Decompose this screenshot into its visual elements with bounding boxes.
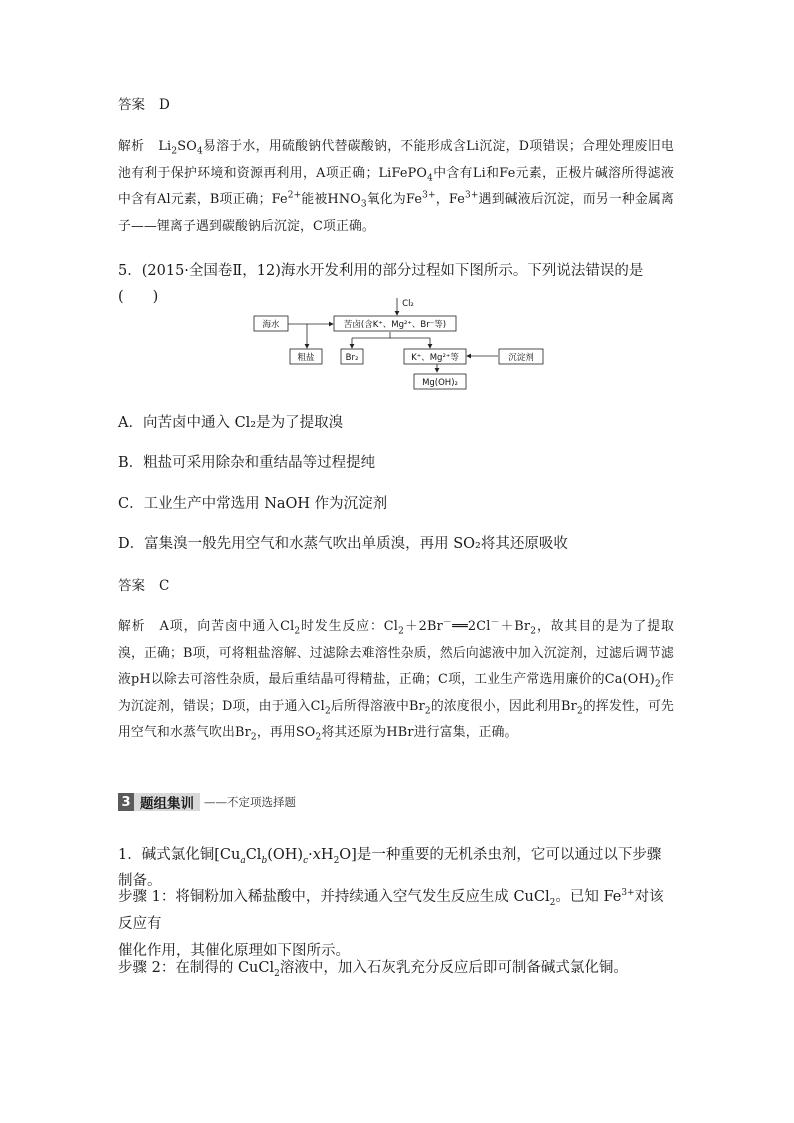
br2-box: Br₂: [345, 353, 359, 363]
section-subtitle: ——不定项选择题: [204, 795, 296, 809]
answer-label: 答案: [118, 97, 145, 113]
option-b: B．粗盐可采用除杂和重结晶等过程提纯: [118, 455, 376, 471]
analysis-paragraph-2: 解析 A项，向苦卤中通入$Cl_2$时发生反应：$Cl_2+2Br^-══2Cl^-+Br_2$，故其目的是为了提取溴，正确；B项，可将粗盐溶解、过滤除去难溶性杂质，然后向滤液中加入沉淀剂，过滤后调节滤液pH以除去可溶性杂质，最后重结晶可得精盐，正确；C项，工业生产常选用廉价的$Ca(OH)_2$作为沉淀剂，错误；D项，由于通入$Cl_2$后所得溶液中$Br_2$的浓度很小，因此利用$Br_2$的挥发性，可先用空气和水蒸气吹出$Br_2$，再用$SO_2$将其还原为HBr进行富集，正确。: [118, 617, 675, 743]
question-1-step-2: 步骤 2：在制得的 CuCl$_2$溶液中，加入石灰乳充分反应后即可制备碱式氯化铜。: [118, 960, 628, 979]
seawater-box: 海水: [262, 320, 280, 330]
crude-salt-box: 粗盐: [297, 353, 315, 363]
option-d: D．富集溴一般先用空气和水蒸气吹出单质溴，再用 SO₂将其还原吸收: [118, 536, 568, 552]
analysis-paragraph-1: 解析 $Li_2SO_4$易溶于水，用硫酸钠代替碳酸钠，不能形成含Li沉淀，D项错误；合理处理废旧电池有利于保护环境和资源再利用，A项正确；LiFePO$_4$中含有Li和Fe元素，正极片碱溶所得滤液中含有Al元素，B项正确；$Fe^{2+}$能被$HNO_3$氧化为$Fe^{3+}$，$Fe^{3+}$遇到碱液后沉淀，而另一种金属离子——锂离子遇到碳酸钠后沉淀，C项正确。: [118, 139, 675, 234]
question-1-stem: 1．碱式氯化铜$[Cu_aCl_b(OH)_c\cdot xH_2O]$是一种重要的无机杀虫剂，它可以通过以下步骤制备。: [118, 847, 662, 889]
section-number: 3: [118, 793, 134, 811]
option-c: C．工业生产中常选用 NaOH 作为沉淀剂: [118, 496, 388, 512]
question-number: 5．: [118, 263, 142, 279]
precipitant-box: 沉淀剂: [508, 353, 534, 363]
mgoh2-box: Mg(OH)₂: [422, 378, 458, 388]
question-source: (2015·全国卷Ⅱ，12): [141, 263, 281, 279]
option-a: A．向苦卤中通入 Cl₂是为了提取溴: [118, 415, 344, 431]
analysis-label: 解析: [118, 619, 146, 634]
question-1-step-1: 步骤 1：将铜粉加入稀盐酸中，并持续通入空气发生反应生成 CuCl$_2$。已知 $Fe^{3+}$对该反应有 催化作用，其催化原理如下图所示。: [118, 888, 664, 959]
answer-label: 答案: [118, 578, 145, 594]
seawater-flow-diagram: [250, 296, 550, 390]
answer-value: C: [159, 578, 170, 594]
cl2-label: Cl₂: [402, 299, 414, 309]
answer-line-1: [118, 92, 674, 118]
answer-line-2: [118, 573, 674, 599]
answer-value: D: [159, 97, 170, 113]
bittern-box: 苦卤(含K⁺、Mg²⁺、Br⁻等): [343, 320, 447, 330]
question-text: 海水开发利用的部分过程如下图所示。下列说法错误的是( ): [118, 263, 644, 305]
section-title: 题组集训: [134, 793, 200, 811]
section-header: [118, 790, 296, 814]
analysis-label: 解析: [118, 139, 145, 154]
ions-box: K⁺、Mg²⁺等: [411, 353, 459, 363]
